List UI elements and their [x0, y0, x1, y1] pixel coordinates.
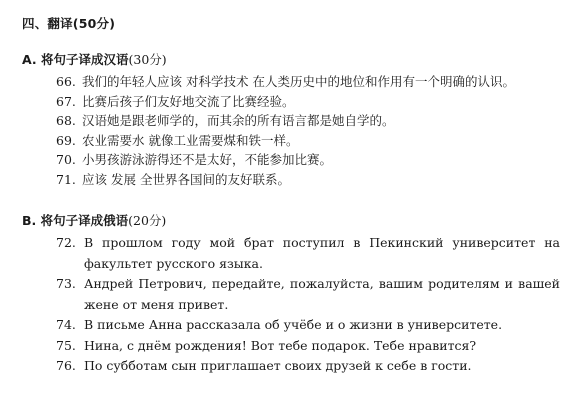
list-item: [56, 274, 560, 315]
section-b: [22, 211, 560, 377]
item-number: 73.: [56, 276, 76, 291]
item-number: 75.: [56, 337, 76, 353]
list-item: [56, 233, 560, 274]
item-text: 比赛后孩子们友好地交流了比赛经验。: [82, 93, 295, 109]
item-text: В письме Анна рассказала об учёбе и о жизни в университете.: [84, 317, 503, 332]
item-text: 我们的年轻人应该 对科学技术 在人类历史中的地位和作用有一个明确的认识。: [82, 74, 515, 89]
item-number: 71.: [56, 171, 76, 187]
list-item: [56, 150, 560, 170]
item-number: 67.: [56, 93, 76, 109]
item-number: 72.: [56, 235, 76, 250]
section-heading: 四、翻译(50分): [22, 16, 116, 31]
item-number: 68.: [56, 113, 76, 128]
section-b-title: [22, 211, 560, 229]
section-b-title-text: B. 将句子译成俄语: [22, 213, 129, 228]
item-text: 农业需要水 就像工业需要煤和铁一样。: [82, 132, 299, 148]
item-text: 小男孩游泳游得还不是太好，不能参加比赛。: [82, 152, 333, 167]
section-a-score: (30分): [128, 52, 167, 67]
item-text: По субботам сын приглашает своих друзей к себе в гости.: [84, 358, 472, 373]
list-item: [56, 92, 560, 112]
item-number: 70.: [56, 152, 76, 167]
section-a: [22, 50, 560, 189]
item-text: Нина, с днём рождения! Вот тебе подарок. Тебе нравится?: [84, 337, 477, 353]
section-b-list: [22, 233, 560, 377]
section-b-score: (20分): [128, 213, 167, 228]
list-item: [56, 72, 560, 92]
list-item: [56, 356, 560, 377]
section-a-title: [22, 50, 560, 68]
list-item: [56, 336, 560, 357]
item-text: 应该 发展 全世界各国间的友好联系。: [82, 171, 290, 187]
list-item: [56, 170, 560, 190]
item-number: 76.: [56, 358, 76, 373]
list-item: [56, 315, 560, 336]
item-number: 74.: [56, 317, 76, 332]
item-text: Андрей Петрович, передайте, пожалуйста, вашим родителям и вашей жене от меня привет.: [84, 276, 560, 312]
item-number: 66.: [56, 74, 76, 89]
item-number: 69.: [56, 132, 76, 148]
item-text: В прошлом году мой брат поступил в Пекинский университет на факультет русского языка.: [84, 235, 560, 271]
list-item: [56, 131, 560, 151]
section-a-list: [22, 72, 560, 189]
section-a-title-text: A. 将句子译成汉语: [22, 52, 129, 67]
list-item: [56, 111, 560, 131]
item-text: 汉语她是跟老师学的，而其余的所有语言都是她自学的。: [82, 113, 395, 128]
